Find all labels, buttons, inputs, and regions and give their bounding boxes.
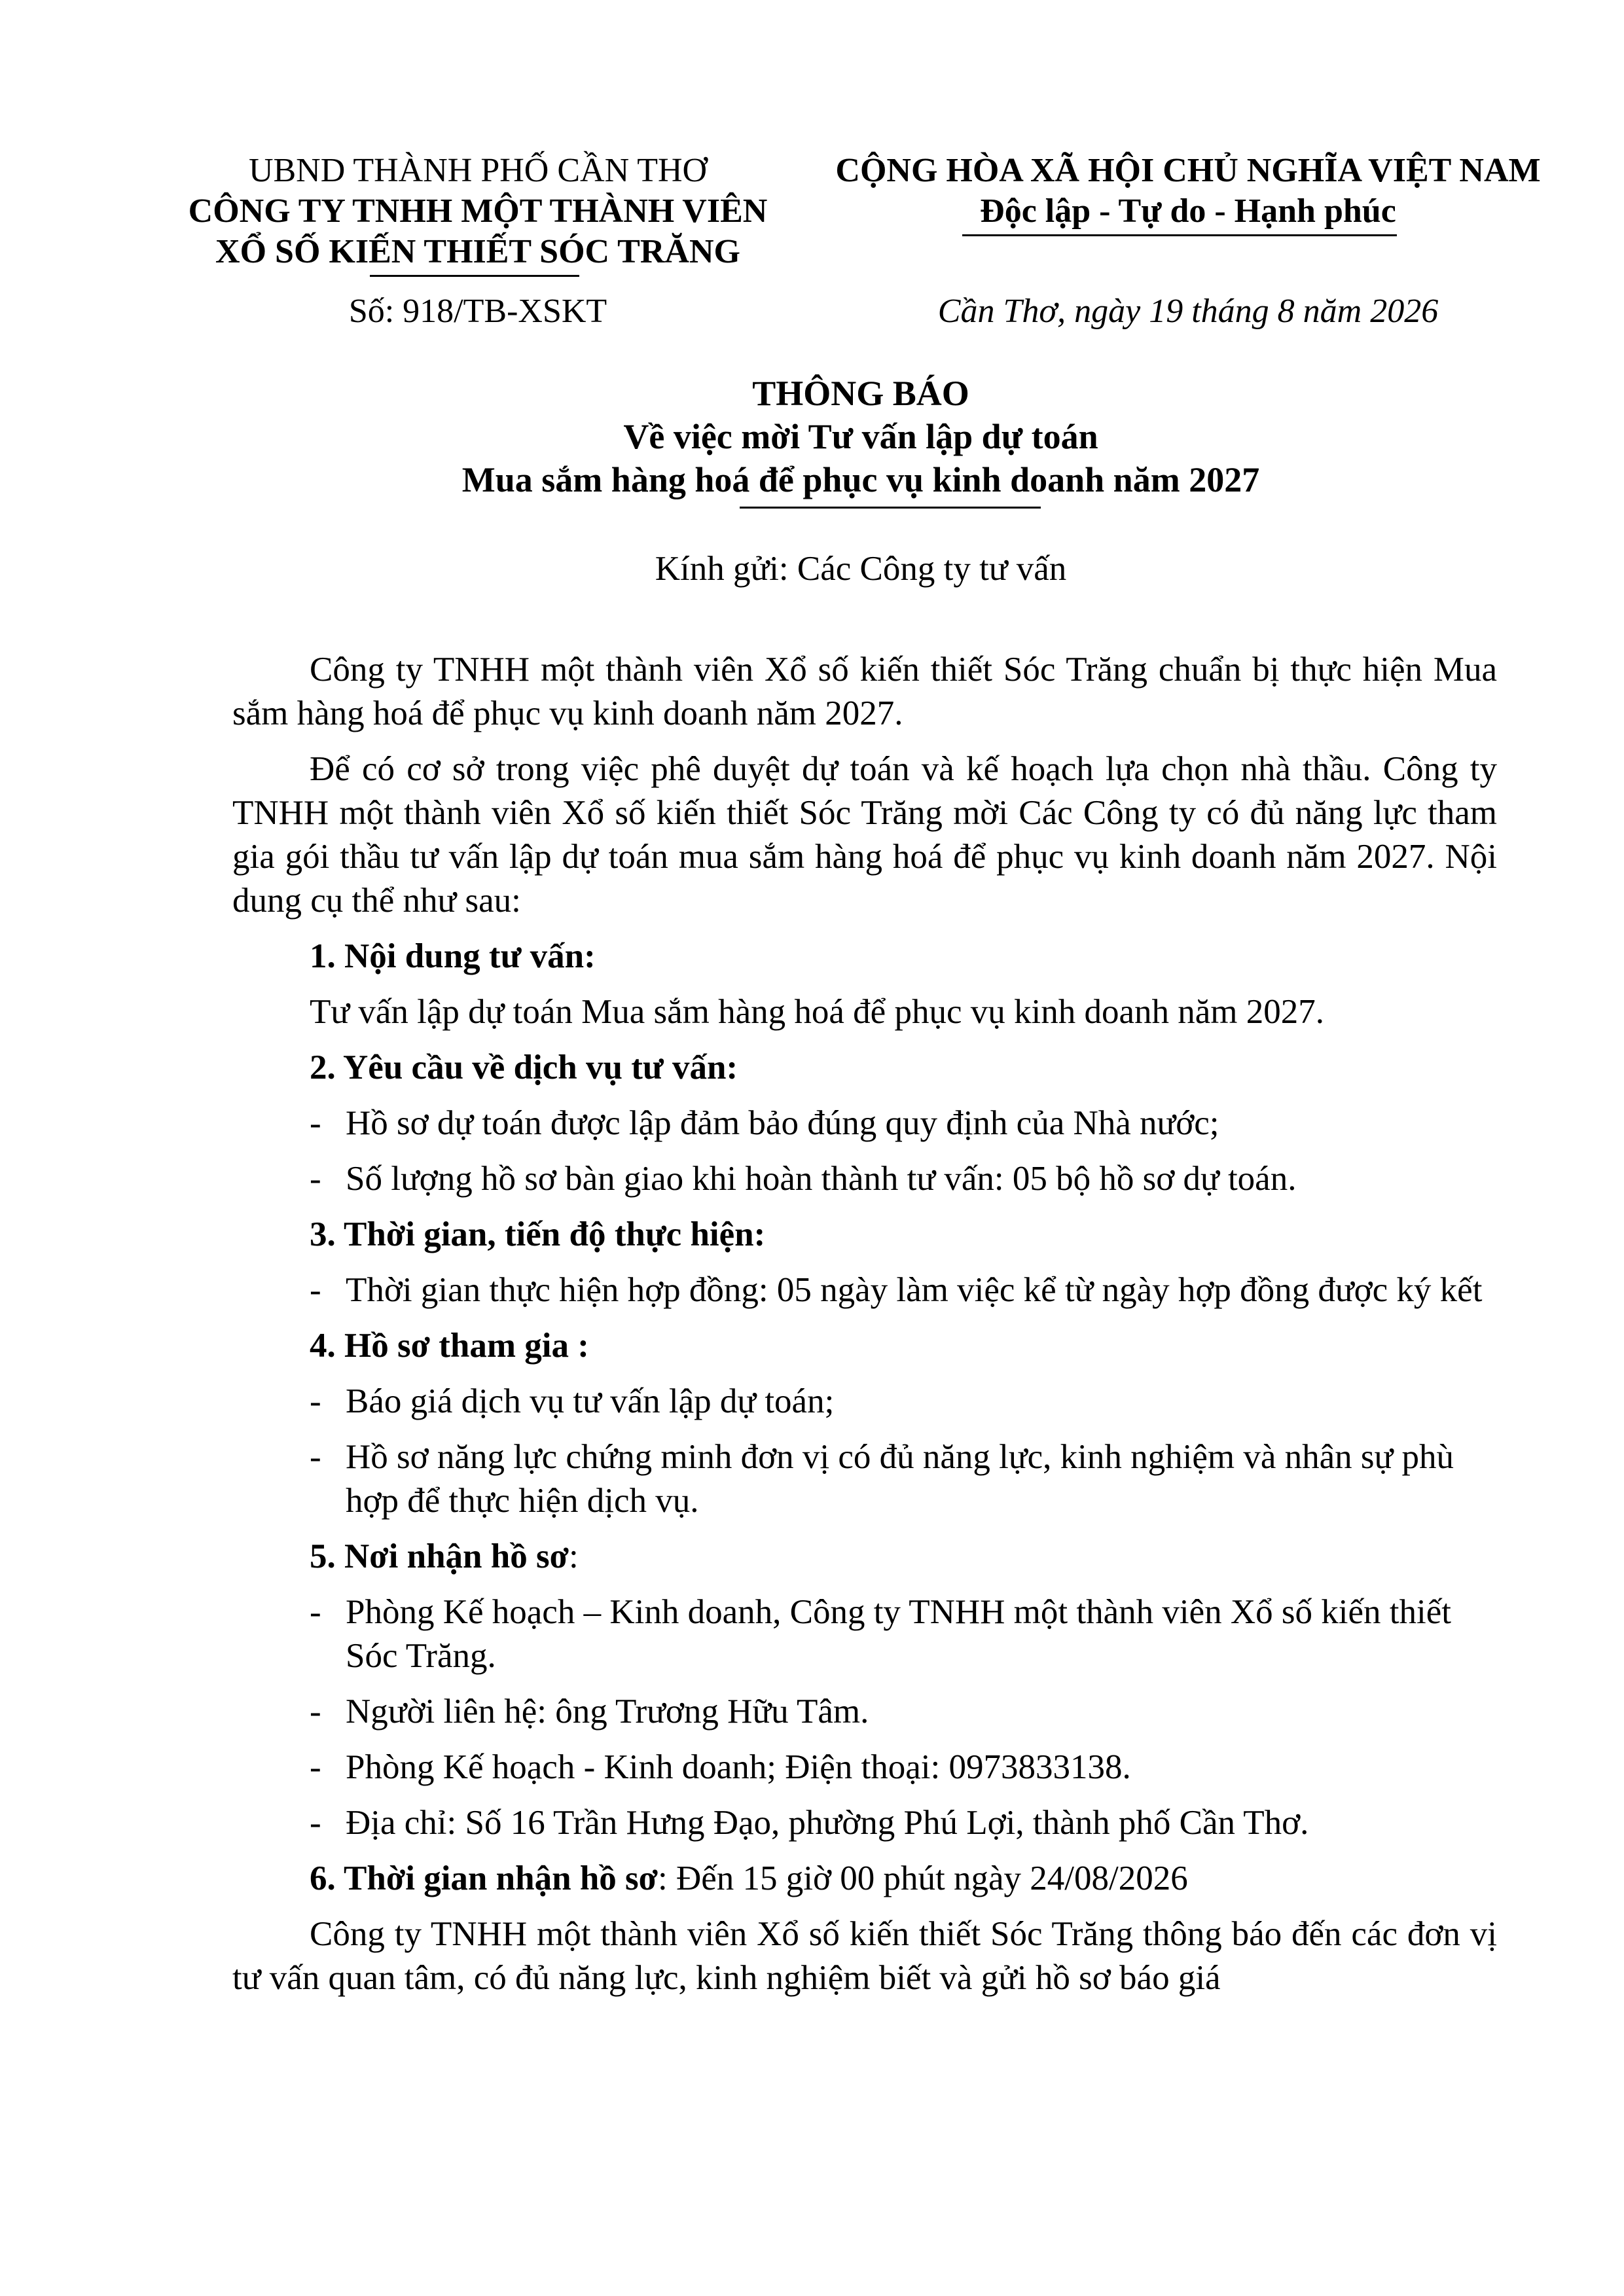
section-3-bullet-1: [232, 1268, 1497, 1312]
bullet-mark: -: [310, 1104, 321, 1142]
section-5-bullet-2: [232, 1690, 1497, 1734]
section-5-bullet-3: [232, 1746, 1497, 1789]
bullet-text: Người liên hệ: ông Trương Hữu Tâm.: [346, 1693, 869, 1731]
section-1-heading: 1. Nội dung tư vấn:: [310, 937, 596, 975]
bullet-mark: -: [310, 1693, 321, 1731]
document-title: [151, 372, 1571, 501]
section-2-bullet-2: [232, 1157, 1497, 1201]
motto-underline: [962, 234, 1397, 236]
section-1-text: Tư vấn lập dự toán Mua sắm hàng hoá để phục vụ kinh doanh năm 2027.: [310, 993, 1324, 1031]
section-3-heading: 3. Thời gian, tiến độ thực hiện:: [310, 1215, 766, 1253]
section-4-heading: 4. Hồ sơ tham gia :: [310, 1327, 589, 1365]
bullet-mark: -: [310, 1382, 321, 1420]
place-date: Cần Thơ, ngày 19 tháng 8 năm 2026: [937, 293, 1439, 330]
bullet-text: Phòng Kế hoạch – Kinh doanh, Công ty TNHH một thành viên Xổ số kiến thiết Sóc Trăng.: [346, 1593, 1451, 1675]
org-line-3: XỔ SỐ KIẾN THIẾT SÓC TRĂNG: [215, 233, 740, 270]
section-4-bullet-2: [232, 1435, 1497, 1523]
bullet-text: Phòng Kế hoạch - Kinh doanh; Điện thoại: 0973833138.: [346, 1748, 1131, 1786]
org-underline: [370, 275, 579, 277]
title-rule: [740, 507, 1041, 509]
bullet-text: Số lượng hồ sơ bàn giao khi hoàn thành tư vấn: 05 bộ hồ sơ dự toán.: [346, 1160, 1297, 1198]
bullet-text: Báo giá dịch vụ tư vấn lập dự toán;: [346, 1382, 835, 1420]
section-6-heading-text: 6. Thời gian nhận hồ sơ: [310, 1859, 659, 1897]
bullet-mark: -: [310, 1438, 321, 1476]
title-main: THÔNG BÁO: [752, 374, 969, 413]
bullet-text: Hồ sơ dự toán được lập đảm bảo đúng quy định của Nhà nước;: [346, 1104, 1219, 1142]
section-5-heading: [232, 1535, 1497, 1579]
section-5-heading-text: 5. Nơi nhận hồ sơ: [310, 1537, 569, 1575]
national-motto: Độc lập - Tự do - Hạnh phúc: [980, 192, 1396, 230]
bullet-text: Địa chỉ: Số 16 Trần Hưng Đạo, phường Phú Lợi, thành phố Cần Thơ.: [346, 1804, 1309, 1842]
title-sub-2: Mua sắm hàng hoá để phục vụ kinh doanh năm 2027: [461, 460, 1260, 499]
title-sub-1: Về việc mời Tư vấn lập dự toán: [623, 417, 1098, 456]
bullet-text: Thời gian thực hiện hợp đồng: 05 ngày làm việc kể từ ngày hợp đồng được ký kết: [346, 1271, 1483, 1309]
section-5-bullet-1: [232, 1590, 1497, 1678]
bullet-mark: -: [310, 1160, 321, 1198]
section-6-heading-rest: : Đến 15 giờ 00 phút ngày 24/08/2026: [658, 1859, 1188, 1897]
document-number: Số: 918/TB-XSKT: [348, 293, 607, 330]
nation-name: CỘNG HÒA XÃ HỘI CHỦ NGHĨA VIỆT NAM: [835, 152, 1541, 189]
bullet-mark: -: [310, 1593, 321, 1631]
bullet-mark: -: [310, 1804, 321, 1842]
recipient: Kính gửi: Các Công ty tư vấn: [655, 550, 1067, 588]
issuing-organization: [151, 151, 805, 272]
bullet-mark: -: [310, 1748, 321, 1786]
section-2-bullet-1: [232, 1102, 1497, 1145]
section-5-heading-rest: :: [568, 1537, 579, 1575]
org-line-2: CÔNG TY TNHH MỘT THÀNH VIÊN: [188, 192, 768, 230]
bullet-text: Hồ sơ năng lực chứng minh đơn vị có đủ năng lực, kinh nghiệm và nhân sự phù hợp để thực hiện dịch vụ.: [346, 1438, 1454, 1520]
section-2-heading: 2. Yêu cầu về dịch vụ tư vấn:: [310, 1049, 738, 1086]
document-body: [232, 648, 1497, 2012]
section-5-bullet-4: [232, 1801, 1497, 1845]
national-header: [805, 151, 1571, 232]
closing-paragraph: Công ty TNHH một thành viên Xổ số kiến thiết Sóc Trăng thông báo đến các đơn vị tư vấn quan tâm, có đủ năng lực, kinh nghiệm biết và gửi hồ sơ báo giá: [232, 1915, 1497, 1997]
section-4-bullet-1: [232, 1380, 1497, 1424]
bullet-mark: -: [310, 1271, 321, 1309]
section-6-heading: [232, 1857, 1497, 1901]
intro-paragraph-1: Công ty TNHH một thành viên Xổ số kiến thiết Sóc Trăng chuẩn bị thực hiện Mua sắm hàng hoá để phục vụ kinh doanh năm 2027.: [232, 651, 1497, 732]
org-line-1: UBND THÀNH PHỐ CẦN THƠ: [248, 152, 708, 189]
intro-paragraph-2: Để có cơ sở trong việc phê duyệt dự toán và kế hoạch lựa chọn nhà thầu. Công ty TNHH một thành viên Xổ số kiến thiết Sóc Trăng mời Các Công ty có đủ năng lực tham gia gói thầu tư vấn lập dự toán mua sắm hàng hoá để phục vụ kinh doanh năm 2027. Nội dung cụ thể như sau:: [232, 750, 1497, 920]
